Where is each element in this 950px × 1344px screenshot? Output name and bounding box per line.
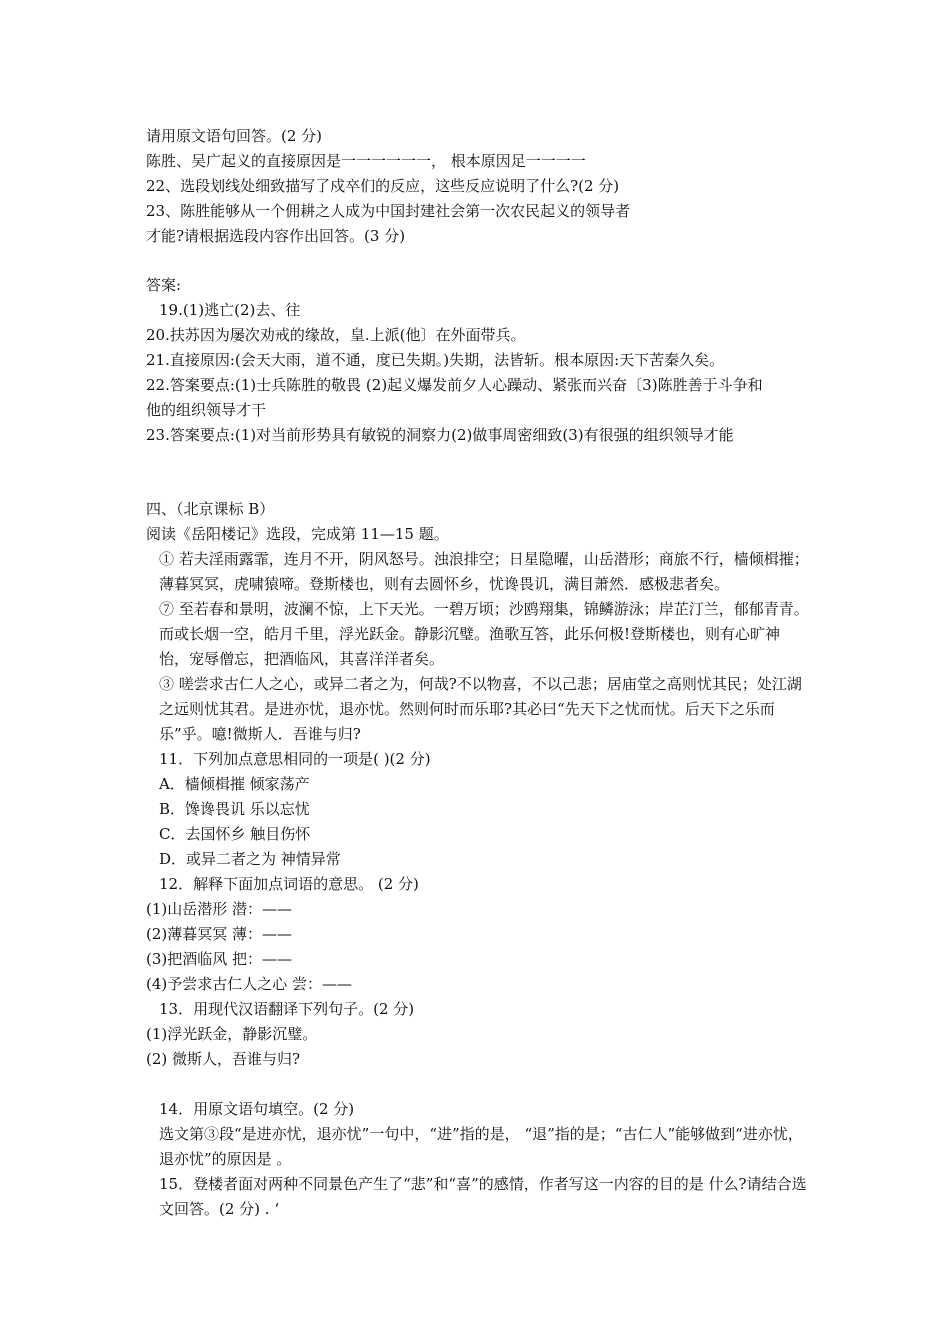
- q12-item-1: (1)山岳潜形 潜：——: [146, 900, 293, 918]
- section-heading: 四、（北京课标 B）: [146, 500, 275, 518]
- answer-21: 21.直接原因:(会天大雨，道不通，度已失期。)失期，法皆斩。根本原因:天下苦秦久矣。: [146, 351, 725, 369]
- blank-spacer: [146, 1072, 810, 1097]
- section-intro: 阅读《岳阳楼记》选段，完成第 11—15 题。: [146, 525, 449, 543]
- q13-item-2: (2) 微斯人，吾谁与归?: [146, 1050, 301, 1068]
- answer-20: 20.扶苏因为屡次劝戒的缘故，皇.上派(他〕在外面带兵。: [146, 326, 526, 344]
- q15-body: 15．登楼者面对两种不同景色产生了“悲”和“喜”的感情，作者写这一内容的目的是 什么?请结合选文回答。(2 分) . ‘: [159, 1175, 807, 1218]
- question-block-19-23: [146, 124, 810, 249]
- section-four: [146, 497, 810, 1222]
- passage-paragraph-3: ③ 嗟尝求古仁人之心，或异二者之为，何哉?不以物喜，不以己悲；居庙堂之高则忧其民；处江湖之远则忧其君。是进亦忧，退亦忧。然则何时而乐耶?其必曰“先天下之忧而忧。后天下之乐而乐”乎。噫!微斯人．吾谁与归?: [159, 675, 802, 743]
- q12-item-4: (4)予尝求古仁人之心 尝：——: [146, 975, 353, 993]
- answers-block: [146, 273, 810, 448]
- q14-body: 选文第③段“是进亦忧，退亦忧”一句中，“进”指的是， “退”指的是；“古仁人”能够做到“进亦忧，退亦忧”的原因是 。: [159, 1125, 803, 1168]
- q11-stem: 11．下列加点意思相同的一项是( )(2 分): [159, 750, 431, 768]
- q11-option-c: C．去国怀乡 触目伤怀: [159, 825, 311, 843]
- q22-line: 22、选段划线处细致描写了戍卒们的反应，这些反应说明了什么?(2 分): [146, 177, 620, 195]
- q12-item-3: (3)把酒临风 把：——: [146, 950, 293, 968]
- q11-option-d: D．或异二者之为 神情异常: [159, 850, 341, 868]
- q14-stem: 14．用原文语句填空。(2 分): [159, 1100, 355, 1118]
- q13-item-1: (1)浮光跃金，静影沉璧。: [146, 1025, 318, 1043]
- q11-option-b: B．馋谗畏讥 乐以忘忧: [159, 800, 310, 818]
- q12-stem: 12．解释下面加点词语的意思。 (2 分): [159, 875, 419, 893]
- answer-22-line-1: 22.答案要点:(1)士兵陈胜的敬畏 (2)起义爆发前夕人心躁动、紧张而兴奋〔3)陈胜善于斗争和: [146, 376, 763, 394]
- q23-line-2: 才能?请根据选段内容作出回答。(3 分): [146, 227, 406, 245]
- q12-item-2: (2)薄暮冥冥 薄：——: [146, 925, 293, 943]
- q11-option-a: A．樯倾楫摧 倾家荡产: [159, 775, 310, 793]
- q21-instruction: 请用原文语句回答。(2 分): [146, 127, 323, 145]
- q13-stem: 13．用现代汉语翻译下列句子。(2 分): [159, 1000, 415, 1018]
- answer-19: 19.(1)逃亡(2)去、往: [159, 301, 301, 319]
- answer-23: 23.答案要点:(1)对当前形势具有敏锐的洞察力(2)做事周密细致(3)有很强的组织领导才能: [146, 426, 734, 444]
- q23-line-1: 23、陈胜能够从一个佣耕之人成为中国封建社会第一次农民起义的领导者: [146, 202, 631, 220]
- passage-paragraph-2: ⑦ 至若春和景明，波澜不惊，上下天光。一碧万顷；沙鸥翔集，锦鳞游泳；岸芷汀兰，郁郁青青。而或长烟一空，皓月千里，浮光跃金。静影沉璧。渔歌互答，此乐何极!登斯楼也，则有心旷神怡，宠辱僧忘，把酒临风，其喜洋洋者矣。: [159, 600, 809, 668]
- answer-22-line-2: 他的组织领导才干: [146, 401, 267, 419]
- answers-heading: 答案:: [146, 276, 182, 294]
- passage-paragraph-1: ① 若夫淫雨露霏，连月不开，阴风怒号。浊浪排空；日星隐曜，山岳潜形；商旅不行，樯倾楫摧；薄暮冥冥，虎啸猿啼。登斯楼也，则有去圆怀乡，忧谗畏讥，满目萧然．感极悲者矣。: [159, 550, 809, 593]
- q21-fill-line: 陈胜、吴广起义的直接原因是一一一一一一， 根本原因足一一一一: [146, 152, 586, 170]
